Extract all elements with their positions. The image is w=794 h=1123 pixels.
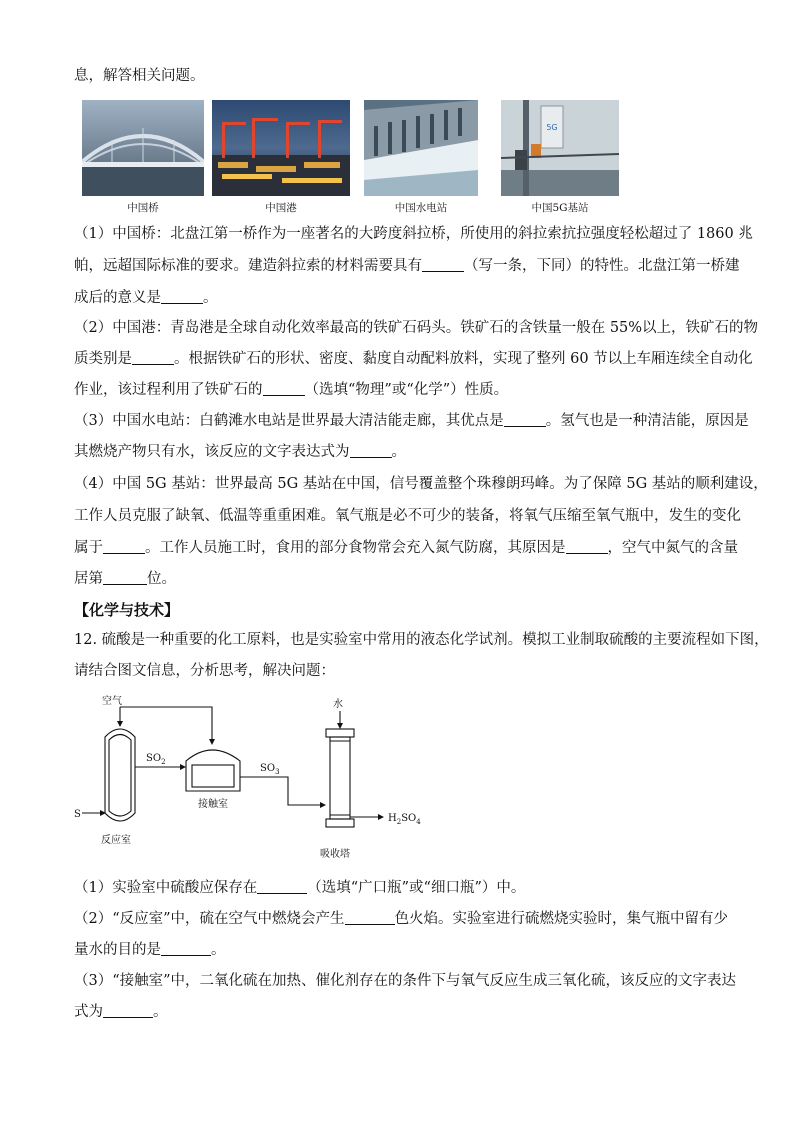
answer-blank[interactable] bbox=[103, 570, 147, 585]
q11-p2-line1: （2）中国港：青岛港是全球自动化效率最高的铁矿石码头。铁矿石的含铁量一般在 55%以上，铁矿石的物 bbox=[74, 320, 759, 336]
product-label: $H_2SO_4$ bbox=[388, 813, 421, 826]
answer-blank[interactable] bbox=[103, 1003, 153, 1018]
intro-text: 息，解答相关问题。 bbox=[74, 68, 205, 84]
absorber-column bbox=[330, 737, 350, 819]
absorber-label: 吸收塔 bbox=[320, 849, 350, 860]
q12-p2-line1: （2）“反应室”中，硫在空气中燃烧会产生 色火焰。实验室进行硫燃烧实验时，集气瓶中留有少 bbox=[74, 911, 729, 927]
q11-p1-line1: （1）中国桥：北盘江第一桥作为一座著名的大跨度斜拉桥，所使用的斜拉索抗拉强度轻松超过了 1860 兆 bbox=[74, 226, 753, 242]
q12-p2-line2: 量水的目的是 。 bbox=[74, 942, 226, 958]
intro-line bbox=[74, 66, 205, 86]
caption-hydropower: 中国水电站 bbox=[394, 202, 448, 214]
hydropower-photo bbox=[364, 100, 478, 196]
q11-p1-line2: 帕，远超国际标准的要求。建造斜拉索的材料需要具有 （写一条，下同）的特性。北盘江第一桥建 bbox=[74, 258, 740, 274]
caption-5g-station: 中国5G基站 bbox=[531, 202, 589, 214]
answer-blank[interactable] bbox=[566, 539, 608, 554]
so3-line bbox=[240, 777, 322, 805]
q11-p4-line3: 属于 。工作人员施工时，食用的部分食物常会充入氮气防腐，其原因是 ，空气中氮气的含量 bbox=[74, 540, 738, 556]
answer-blank[interactable] bbox=[132, 350, 174, 365]
answer-blank[interactable] bbox=[103, 539, 145, 554]
q12-p3-line2: 式为 。 bbox=[74, 1004, 168, 1020]
answer-blank[interactable] bbox=[161, 941, 211, 956]
answer-blank[interactable] bbox=[161, 289, 203, 304]
q12-intro-line2: 请结合图文信息，分析思考，解决问题： bbox=[74, 663, 335, 679]
water-label: 水 bbox=[333, 699, 343, 710]
answer-blank[interactable] bbox=[350, 443, 392, 458]
so3-label: $SO_3$ bbox=[260, 763, 280, 776]
contact-room-vessel bbox=[186, 750, 240, 791]
absorber-top-cap bbox=[326, 729, 354, 737]
air-arrowhead bbox=[117, 721, 123, 727]
sulfur-label: S bbox=[74, 809, 81, 820]
answer-blank[interactable] bbox=[422, 257, 464, 272]
5g-station-photo bbox=[501, 100, 619, 196]
port-photo bbox=[212, 100, 350, 196]
answer-blank[interactable] bbox=[263, 381, 305, 396]
answer-blank[interactable] bbox=[345, 910, 395, 925]
caption-bridge: 中国桥 bbox=[127, 202, 159, 214]
q11-p4-line2: 工作人员克服了缺氧、低温等重重困难。氧气瓶是必不可少的装备，将氧气压缩至氧气瓶中，发生的变化 bbox=[74, 508, 741, 524]
so2-label: $SO_2$ bbox=[146, 753, 166, 766]
svg-text:5G: 5G bbox=[546, 123, 558, 132]
absorber-bottom-cap bbox=[326, 819, 354, 827]
air-label: 空气 bbox=[102, 696, 122, 707]
caption-port: 中国港 bbox=[265, 202, 297, 214]
answer-blank[interactable] bbox=[504, 412, 546, 427]
contact-room-label: 接触室 bbox=[198, 799, 228, 810]
q11-p2-line3: 作业，该过程利用了铁矿石的 （选填“物理”或“化学”）性质。 bbox=[74, 382, 509, 398]
reactor-label: 反应室 bbox=[101, 835, 131, 846]
q11-p4-line1: （4）中国 5G 基站：世界最高 5G 基站在中国，信号覆盖整个珠穆朗玛峰。为了保障 5G 基站的顺利建设， bbox=[74, 476, 768, 492]
q11-p3-line1: （3）中国水电站：白鹤滩水电站是世界最大清洁能走廊，其优点是 。氢气也是一种清洁能，原因是 bbox=[74, 413, 749, 429]
q12-p1: （1）实验室中硫酸应保存在 （选填“广口瓶”或“细口瓶”）中。 bbox=[74, 880, 526, 896]
section-heading: 【化学与技术】 bbox=[74, 601, 180, 619]
q12-p3-line1: （3）“接触室”中，二氧化硫在加热、催化剂存在的条件下与氧气反应生成三氧化硫，该反应的文字表达 bbox=[74, 973, 737, 989]
bridge-photo bbox=[82, 100, 204, 196]
q11-p2-line2: 质类别是 。根据铁矿石的形状、密度、黏度自动配料放料，实现了整列 60 节以上车厢连续全自动化 bbox=[74, 351, 753, 367]
q11-p1-line3: 成后的意义是 。 bbox=[74, 290, 218, 306]
q12-intro-line1: 12. 硫酸是一种重要的化工原料，也是实验室中常用的液态化学试剂。模拟工业制取硫酸的主要流程如下图， bbox=[74, 632, 769, 648]
q11-p4-line4: 居第 位。 bbox=[74, 571, 176, 587]
answer-blank[interactable] bbox=[257, 879, 307, 894]
sulfuric-acid-flow-diagram bbox=[74, 695, 444, 870]
q11-p3-line2: 其燃烧产物只有水，该反应的文字表达式为 。 bbox=[74, 444, 406, 460]
